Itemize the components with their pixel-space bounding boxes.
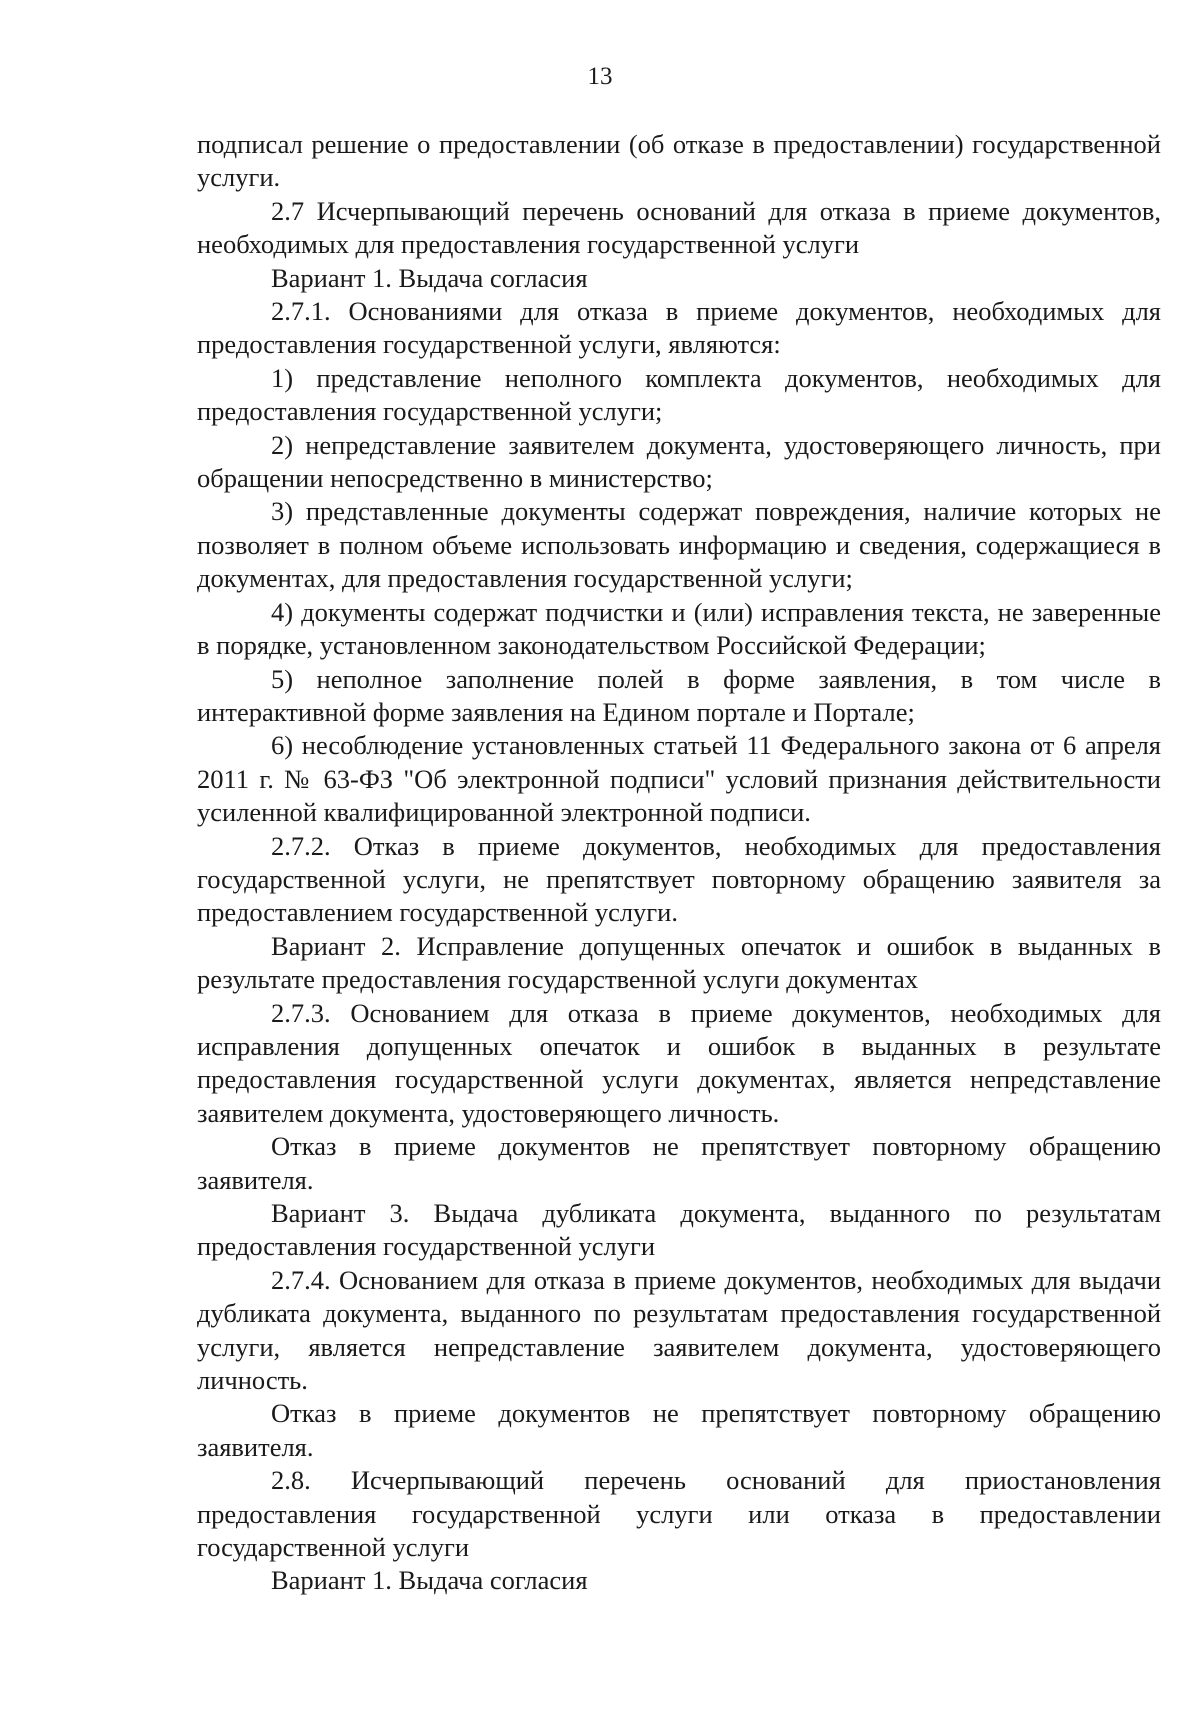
list-item-4: 4) документы содержат подчистки и (или) исправления текста, не заверенные в порядке, установленном законодательством Российской Федерации; [197, 596, 1161, 661]
variant-2-heading: Вариант 2. Исправление допущенных опечаток и ошибок в выданных в результате предоставления государственной услуги документах [197, 930, 1161, 995]
list-item-5: 5) неполное заполнение полей в форме заявления, в том числе в интерактивной форме заявления на Едином портале и Портале; [197, 663, 1161, 727]
document-body [197, 128, 1161, 1598]
list-item-2: 2) непредставление заявителем документа, удостоверяющего личность, при обращении непосредственно в министерство; [197, 429, 1161, 494]
section-heading-2-8: 2.8. Исчерпывающий перечень оснований для приостановления предоставления государственной услуги или отказа в предоставлении государственной услуги [197, 1465, 1161, 1563]
clause-2-7-2: 2.7.2. Отказ в приеме документов, необходимых для предоставления государственной услуги, не препятствует повторному обращению заявителя за предоставлением государственной услуги. [197, 830, 1161, 928]
paragraph-continuation: подписал решение о предоставлении (об отказе в предоставлении) государственной услуги. [197, 129, 1161, 193]
clause-2-7-1: 2.7.1. Основаниями для отказа в приеме документов, необходимых для предоставления государственной услуги, являются: [197, 296, 1161, 360]
variant-1-heading-2: Вариант 1. Выдача согласия [271, 1565, 588, 1596]
page-number: 13 [587, 63, 613, 90]
variant-1-heading: Вариант 1. Выдача согласия [271, 262, 588, 293]
list-item-6: 6) несоблюдение установленных статьей 11 Федерального закона от 6 апреля 2011 г. № 63-ФЗ "Об электронной подписи" условий признания действительности усиленной квалифицированной электронной подписи. [197, 730, 1161, 828]
refusal-note-1: Отказ в приеме документов не препятствует повторному обращению заявителя. [197, 1131, 1161, 1195]
refusal-note-2: Отказ в приеме документов не препятствует повторному обращению заявителя. [197, 1398, 1161, 1462]
clause-2-7-3: 2.7.3. Основанием для отказа в приеме документов, необходимых для исправления допущенных опечаток и ошибок в выданных в результате предоставления государственной услуги документах, является непредставление заявителем документа, удостоверяющего личность. [197, 997, 1161, 1128]
variant-3-heading: Вариант 3. Выдача дубликата документа, выданного по результатам предоставления государственной услуги [197, 1198, 1161, 1262]
list-item-1: 1) представление неполного комплекта документов, необходимых для предоставления государственной услуги; [197, 362, 1161, 427]
list-item-3: 3) представленные документы содержат повреждения, наличие которых не позволяет в полном объеме использовать информацию и сведения, содержащиеся в документах, для предоставления государственной услуги; [197, 496, 1161, 594]
section-heading-2-7: 2.7 Исчерпывающий перечень оснований для отказа в приеме документов, необходимых для предоставления государственной услуги [197, 195, 1161, 260]
clause-2-7-4: 2.7.4. Основанием для отказа в приеме документов, необходимых для выдачи дубликата документа, выданного по результатам предоставления государственной услуги, является непредставление заявителем документа, удостоверяющего личность. [197, 1264, 1161, 1396]
